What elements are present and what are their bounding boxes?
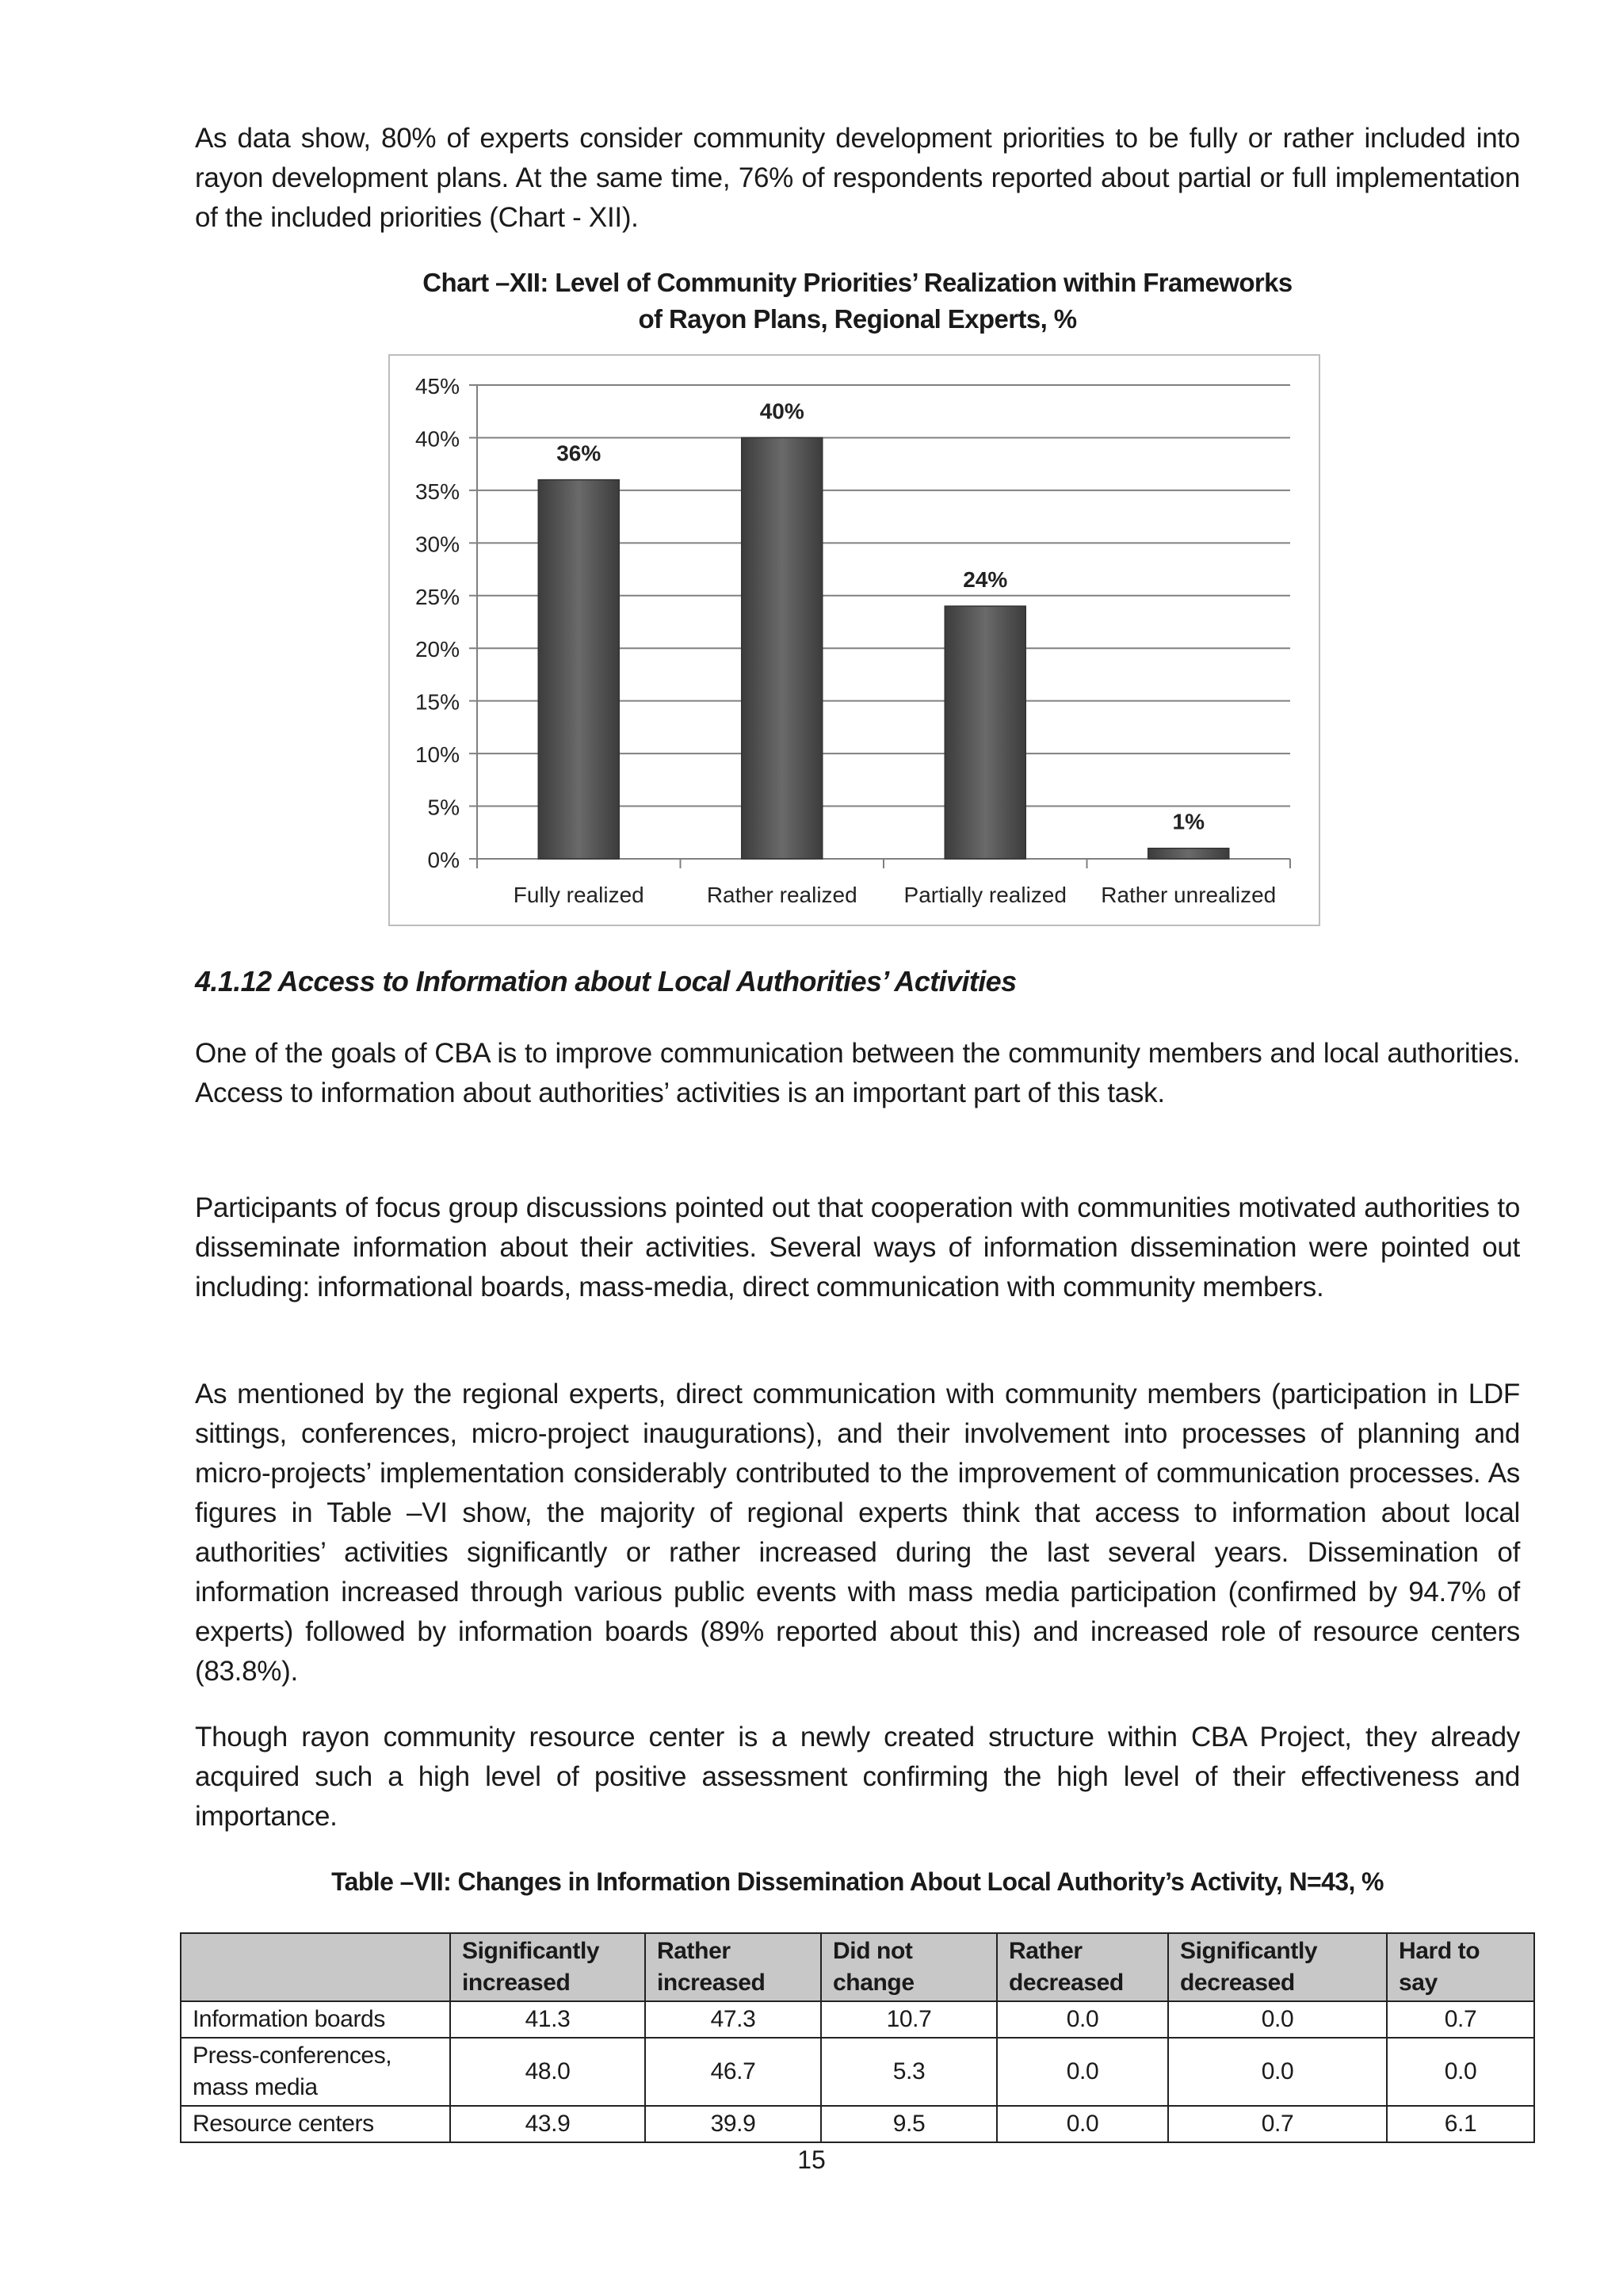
y-tick-label: 5% <box>427 795 460 820</box>
bar <box>945 606 1025 859</box>
data-label: 1% <box>1172 809 1205 834</box>
bar <box>742 437 823 859</box>
table-cell: 47.3 <box>645 2001 821 2038</box>
table-row <box>181 2001 1534 2038</box>
x-tick-label: Fully realized <box>513 883 644 907</box>
table-title: Table –VII: Changes in Information Dissemination About Local Authority’s Activity, N=43, % <box>331 1867 1384 1896</box>
x-tick-label: Rather realized <box>706 883 857 907</box>
table-cell: 5.3 <box>821 2038 997 2106</box>
table-cell: 0.0 <box>1168 2001 1387 2038</box>
bar <box>538 480 619 859</box>
chart-title <box>195 265 1520 338</box>
table-cell: 0.7 <box>1168 2106 1387 2142</box>
data-label: 40% <box>759 399 804 424</box>
header-cell: Rather decreased <box>997 1933 1168 2001</box>
bar <box>1148 849 1229 859</box>
y-tick-label: 25% <box>414 584 460 609</box>
y-tick-label: 45% <box>414 374 460 399</box>
header-cell: Significantly decreased <box>1168 1933 1387 2001</box>
intro-paragraph: As data show, 80% of experts consider community development priorities to be fully or rather included into rayon development plans. At the same time, 76% of respondents reported about partial or full implementation of the included priorities (Chart - XII). <box>195 123 1520 233</box>
table-cell: 0.0 <box>1168 2038 1387 2106</box>
y-tick-label: 15% <box>414 689 460 715</box>
table-cell: 48.0 <box>450 2038 645 2106</box>
bar-chart <box>388 354 1320 926</box>
data-label: 24% <box>963 567 1008 593</box>
y-tick-label: 35% <box>414 479 460 504</box>
paragraph: As mentioned by the regional experts, direct communication with community members (participation in LDF sittings, conferences, micro-project inaugurations), and their involvement into processes of planning and micro-projects’ implementation considerably contributed to the improvement of communication processes. As figures in Table –VI show, the majority of regional experts think that access to information about local authorities’ activities significantly or rather increased during the last several years. Dissemination of information increased through various public events with mass media participation (confirmed by 94.7% of experts) followed by information boards (89% reported about this) and increased role of resource centers (83.8%). <box>195 1379 1520 1687</box>
page-number: 15 <box>797 2145 826 2174</box>
table-row <box>181 2106 1534 2142</box>
table-cell: 0.0 <box>1387 2038 1534 2106</box>
y-tick-label: 40% <box>414 426 460 452</box>
header-cell: Did not change <box>821 1933 997 2001</box>
header-cell: Rather increased <box>645 1933 821 2001</box>
row-label: Information boards <box>181 2001 450 2038</box>
table-cell: 0.0 <box>997 2038 1168 2106</box>
table-cell: 39.9 <box>645 2106 821 2142</box>
y-tick-label: 10% <box>414 742 460 768</box>
table-cell: 0.0 <box>997 2001 1168 2038</box>
paragraph: Though rayon community resource center is a newly created structure within CBA Project, they already acquired such a high level of positive assessment confirming the high level of their effectiveness and importance. <box>195 1722 1520 1832</box>
table-row <box>181 2038 1534 2106</box>
table-cell: 0.7 <box>1387 2001 1534 2038</box>
x-tick-label: Partially realized <box>903 883 1067 907</box>
header-cell <box>181 1933 450 2001</box>
table-cell: 6.1 <box>1387 2106 1534 2142</box>
table-cell: 10.7 <box>821 2001 997 2038</box>
header-cell: Significantly increased <box>450 1933 645 2001</box>
table-cell: 9.5 <box>821 2106 997 2142</box>
data-table <box>180 1932 1535 2143</box>
y-tick-label: 0% <box>427 848 460 872</box>
table-cell: 43.9 <box>450 2106 645 2142</box>
row-label: Press-conferences, mass media <box>181 2038 450 2106</box>
row-label: Resource centers <box>181 2106 450 2142</box>
table-cell: 41.3 <box>450 2001 645 2038</box>
chart-title-line2: of Rayon Plans, Regional Experts, % <box>638 304 1077 334</box>
y-tick-label: 30% <box>414 532 460 557</box>
table-cell: 0.0 <box>997 2106 1168 2142</box>
table-header-row <box>181 1933 1534 2001</box>
header-cell: Hard to say <box>1387 1933 1534 2001</box>
section-heading: 4.1.12 Access to Information about Local Authorities’ Activities <box>195 965 1017 997</box>
table-cell: 46.7 <box>645 2038 821 2106</box>
y-tick-label: 20% <box>414 637 460 662</box>
x-tick-label: Rather unrealized <box>1101 883 1277 907</box>
chart-svg <box>390 356 1319 925</box>
data-label: 36% <box>556 441 601 466</box>
paragraph: One of the goals of CBA is to improve communication between the community members and local authorities. Access to information about authorities’ activities is an important part of this task. <box>195 1038 1520 1108</box>
chart-title-line1: Chart –XII: Level of Community Priorities’ Realization within Frameworks <box>422 268 1293 297</box>
paragraph: Participants of focus group discussions pointed out that cooperation with communities motivated authorities to disseminate information about their activities. Several ways of information dissemination were pointed out including: informational boards, mass-media, direct communication with community members. <box>195 1192 1520 1302</box>
